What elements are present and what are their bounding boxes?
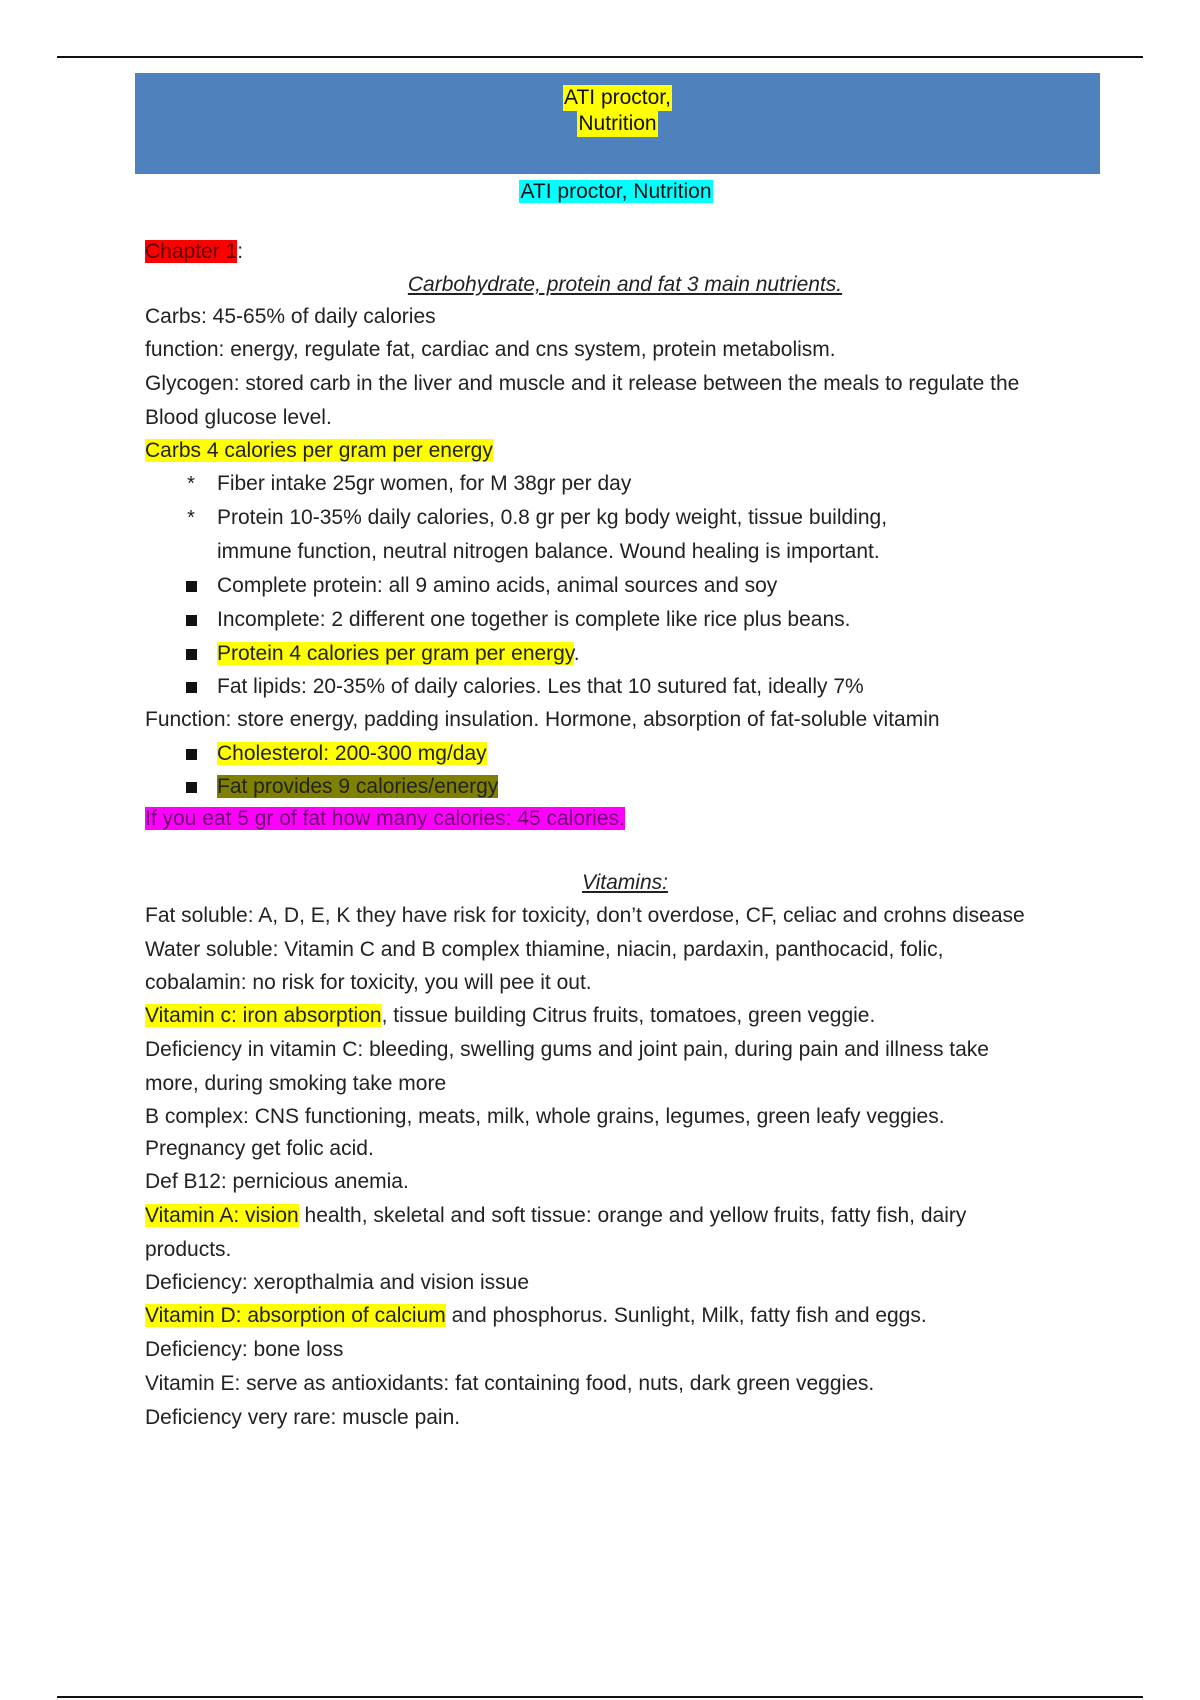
title-banner bbox=[135, 73, 1100, 174]
chapter-label: Chapter 1 bbox=[145, 240, 238, 263]
water-soluble-line-2: cobalamin: no risk for toxicity, you will pee it out. bbox=[145, 971, 592, 994]
list-item-fiber bbox=[145, 467, 1105, 501]
protein-calories-highlight: Protein 4 calories per gram per energy bbox=[217, 642, 574, 665]
list-item-cholesterol bbox=[145, 737, 1105, 771]
vitamin-c-highlight: Vitamin c: iron absorption bbox=[145, 1004, 382, 1027]
asterisk-bullet-icon: * bbox=[187, 507, 195, 529]
nutrients-heading: Carbohydrate, protein and fat 3 main nutrients. bbox=[407, 273, 843, 296]
vitamin-d-deficiency: Deficiency: bone loss bbox=[145, 1338, 344, 1361]
vitamin-a-deficiency: Deficiency: xeropthalmia and vision issue bbox=[145, 1271, 530, 1294]
protein-text-1: Protein 10-35% daily calories, 0.8 gr per kg body weight, tissue building, bbox=[217, 506, 888, 529]
def-b12-line: Def B12: pernicious anemia. bbox=[145, 1170, 409, 1193]
fat-function: Function: store energy, padding insulation. Hormone, absorption of fat-soluble vitamin bbox=[145, 708, 940, 731]
vitamin-c-deficiency-2: more, during smoking take more bbox=[145, 1072, 447, 1095]
square-bullet-icon bbox=[181, 569, 201, 603]
square-bullet-icon bbox=[181, 737, 201, 771]
list-item-incomplete-protein bbox=[145, 603, 1105, 637]
fiber-text: Fiber intake 25gr women, for M 38gr per day bbox=[217, 472, 632, 495]
protein-calories-period: . bbox=[573, 642, 580, 665]
vitamin-e-line: Vitamin E: serve as antioxidants: fat containing food, nuts, dark green veggies. bbox=[145, 1372, 875, 1395]
water-soluble-line-1: Water soluble: Vitamin C and B complex thiamine, niacin, pardaxin, panthocacid, folic, bbox=[145, 938, 944, 961]
section-heading-nutrients bbox=[145, 269, 1105, 301]
document-subtitle bbox=[0, 178, 1200, 206]
section-spacer bbox=[145, 835, 1105, 867]
complete-protein-text: Complete protein: all 9 amino acids, animal sources and soy bbox=[217, 574, 778, 597]
banner-title-line-1: ATI proctor, bbox=[564, 86, 671, 109]
carbs-percentage: Carbs: 45-65% of daily calories bbox=[145, 305, 436, 328]
fat-calories-highlight: Fat provides 9 calories/energy bbox=[217, 775, 499, 798]
square-bullet-icon bbox=[181, 637, 201, 671]
vitamin-c-text: , tissue building Citrus fruits, tomatoes, green veggie. bbox=[381, 1004, 876, 1027]
square-bullet-icon bbox=[181, 603, 201, 637]
list-item-fat-lipids bbox=[145, 671, 1105, 703]
list-item-protein-calories bbox=[145, 637, 1105, 671]
vitamin-d-highlight: Vitamin D: absorption of calcium bbox=[145, 1304, 446, 1327]
vitamin-e-deficiency: Deficiency very rare: muscle pain. bbox=[145, 1406, 461, 1429]
vitamin-a-highlight: Vitamin A: vision bbox=[145, 1204, 299, 1227]
list-item-fat-calories bbox=[145, 771, 1105, 803]
pregnancy-line: Pregnancy get folic acid. bbox=[145, 1137, 374, 1160]
b-complex-line: B complex: CNS functioning, meats, milk, whole grains, legumes, green leafy veggies. bbox=[145, 1105, 945, 1128]
vitamins-heading: Vitamins: bbox=[582, 871, 668, 894]
fat-soluble-vitamins: Fat soluble: A, D, E, K they have risk for toxicity, don’t overdose, CF, celiac and crohns disease bbox=[145, 904, 1025, 927]
fat-example-line bbox=[145, 803, 1105, 835]
fat-example-highlight: If you eat 5 gr of fat how many calories: 45 calories. bbox=[145, 807, 625, 830]
square-bullet-icon bbox=[181, 771, 201, 803]
list-item-protein bbox=[145, 501, 1105, 535]
carbs-calories-line bbox=[145, 435, 1105, 467]
document-body bbox=[145, 235, 1105, 1435]
chapter-label-colon: : bbox=[237, 240, 244, 263]
protein-text-2: immune function, neutral nitrogen balance. Wound healing is important. bbox=[217, 540, 880, 563]
vitamin-a-text: health, skeletal and soft tissue: orange and yellow fruits, fatty fish, dairy bbox=[298, 1204, 967, 1227]
vitamin-a-text-2: products. bbox=[145, 1238, 232, 1261]
chapter-label-line bbox=[145, 235, 1105, 269]
carbs-function: function: energy, regulate fat, cardiac and cns system, protein metabolism. bbox=[145, 338, 836, 361]
vitamin-d-text: and phosphorus. Sunlight, Milk, fatty fish and eggs. bbox=[445, 1304, 927, 1327]
incomplete-protein-text: Incomplete: 2 different one together is complete like rice plus beans. bbox=[217, 608, 851, 631]
list-item-complete-protein bbox=[145, 569, 1105, 603]
bottom-rule bbox=[57, 1696, 1143, 1698]
square-bullet-icon bbox=[181, 671, 201, 703]
vitamin-c-deficiency-1: Deficiency in vitamin C: bleeding, swelling gums and joint pain, during pain and illness take bbox=[145, 1038, 989, 1061]
fat-lipids-text: Fat lipids: 20-35% of daily calories. Les that 10 sutured fat, ideally 7% bbox=[217, 675, 864, 698]
glycogen-line-2: Blood glucose level. bbox=[145, 406, 332, 429]
banner-title-line-2: Nutrition bbox=[578, 112, 657, 135]
vitamin-c-line bbox=[145, 999, 1105, 1033]
top-rule bbox=[57, 56, 1143, 58]
cholesterol-highlight: Cholesterol: 200-300 mg/day bbox=[217, 742, 487, 765]
section-heading-vitamins bbox=[145, 867, 1105, 899]
asterisk-bullet-icon: * bbox=[187, 473, 195, 495]
glycogen-line-1: Glycogen: stored carb in the liver and muscle and it release between the meals to regulate the bbox=[145, 372, 1020, 395]
vitamin-d-line bbox=[145, 1299, 1105, 1333]
subtitle-text: ATI proctor, Nutrition bbox=[520, 180, 712, 203]
vitamin-a-line bbox=[145, 1199, 1105, 1233]
carbs-calories-highlight: Carbs 4 calories per gram per energy bbox=[145, 439, 493, 462]
